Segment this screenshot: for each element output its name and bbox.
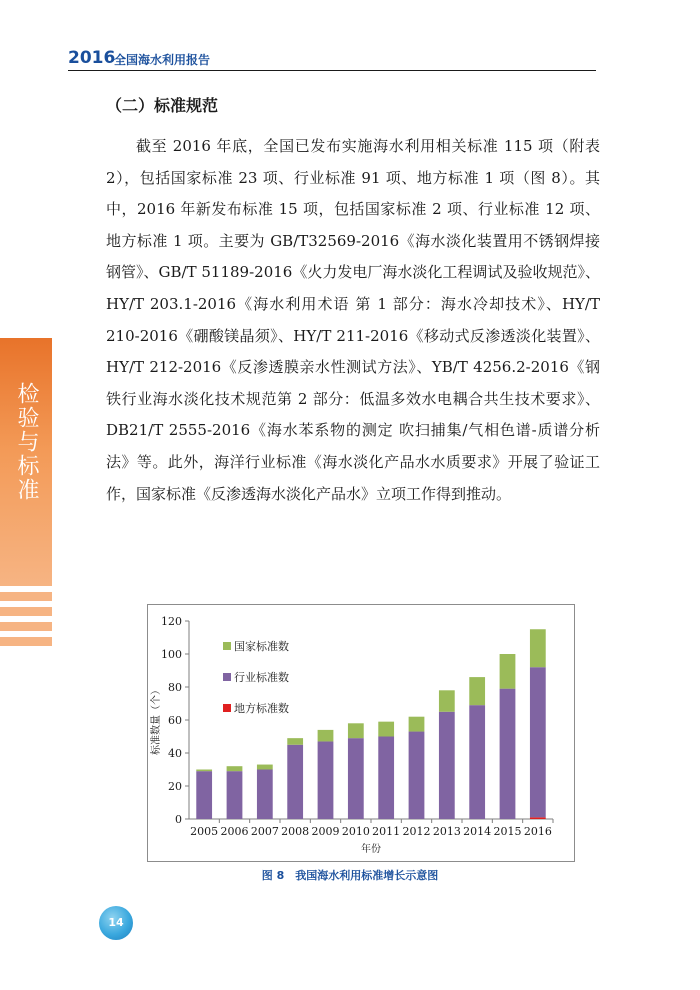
legend-label: 地方标准数: [234, 702, 289, 715]
body-paragraph: 截至 2016 年底，全国已发布实施海水利用相关标准 115 项（附表 2），包括国家标准 23 项、行业标准 91 项、地方标准 1 项（图 8）。其中，2016 年新发布标准 15 项，包括国家标准 2 项、行业标准 12 项、地方标准 1 项。主要为 GB/T32569-2016《海水淡化装置用不锈钢焊接钢管》、GB/T 51189-2016《火力发电厂海水淡化工程调试及验收规范》、HY/T 203.1-2016《海水利用术语 第 1 部分：海水冷却技术》、HY/T 210-2016《硼酸镁晶须》、HY/T 211-2016《移动式反渗透淡化装置》、HY/T 212-2016《反渗透膜亲水性测试方法》、YB/T 4256.2-2016《钢铁行业海水淡化技术规范第 2 部分：低温多效水电耦合共生技术要求》、DB21/T 2555-2016《海水苯系物的测定 吹扫捕集/气相色谱-质谱分析法》等。此外，海洋行业标准《海水淡化产品水水质要求》开展了验证工作，国家标准《反渗透海水淡化产品水》立项工作得到推动。: [106, 137, 600, 503]
bar-2005-国家标准数: [196, 770, 212, 772]
x-tick-label: 2012: [402, 825, 431, 838]
legend-swatch: [223, 704, 231, 712]
legend-swatch: [223, 642, 231, 650]
bar-2013-行业标准数: [439, 712, 455, 819]
x-tick-label: 2010: [341, 825, 370, 838]
bar-2016-行业标准数: [530, 667, 546, 817]
standards-growth-chart: [148, 605, 574, 861]
x-tick-label: 2006: [220, 825, 249, 838]
page-number: 14: [99, 906, 133, 940]
bar-2005-行业标准数: [196, 771, 212, 819]
bar-2009-行业标准数: [318, 741, 334, 819]
legend-label: 行业标准数: [234, 671, 289, 684]
x-tick-label: 2005: [190, 825, 219, 838]
header-report-title: 全国海水利用报告: [114, 53, 211, 67]
bar-2007-国家标准数: [257, 765, 273, 770]
x-tick-label: 2013: [432, 825, 461, 838]
x-tick-label: 2009: [311, 825, 340, 838]
y-tick-label: 100: [161, 648, 182, 661]
section-title: （二）标准规范: [106, 96, 219, 115]
body-text: [106, 131, 600, 510]
x-tick-label: 2008: [281, 825, 310, 838]
chart-frame: [147, 604, 575, 862]
y-axis-label: 标准数量（个）: [151, 685, 162, 755]
legend-swatch: [223, 673, 231, 681]
side-stripe-1: [0, 592, 52, 601]
bar-2016-地方标准数: [530, 817, 546, 819]
side-stripe-4: [0, 637, 52, 646]
y-tick-label: 20: [168, 780, 182, 793]
chapter-side-tab-label: 检验与标准: [14, 382, 39, 502]
bar-2008-国家标准数: [287, 738, 303, 745]
bar-2011-行业标准数: [378, 737, 394, 820]
x-axis-label: 年份: [361, 844, 381, 855]
bar-2016-国家标准数: [530, 629, 546, 667]
bar-2011-国家标准数: [378, 722, 394, 737]
x-tick-label: 2007: [250, 825, 279, 838]
bar-2007-行业标准数: [257, 770, 273, 820]
bar-2010-行业标准数: [348, 738, 364, 819]
side-stripe-2: [0, 607, 52, 616]
y-tick-label: 40: [168, 747, 182, 760]
x-tick-label: 2015: [493, 825, 522, 838]
bar-2014-行业标准数: [469, 705, 485, 819]
y-tick-label: 80: [168, 681, 182, 694]
bar-2006-国家标准数: [227, 766, 243, 771]
side-stripe-3: [0, 622, 52, 631]
bar-2008-行业标准数: [287, 745, 303, 819]
figure-caption: 图 8 我国海水利用标准增长示意图: [261, 869, 439, 882]
bar-2010-国家标准数: [348, 723, 364, 738]
bar-2015-国家标准数: [500, 654, 516, 689]
y-tick-label: 120: [161, 615, 182, 628]
bar-2015-行业标准数: [500, 689, 516, 819]
chapter-side-tab: [0, 338, 52, 586]
bar-2006-行业标准数: [227, 771, 243, 819]
y-tick-label: 60: [168, 714, 182, 727]
x-tick-label: 2016: [523, 825, 552, 838]
bar-2009-国家标准数: [318, 730, 334, 742]
x-tick-label: 2011: [372, 825, 401, 838]
bar-2014-国家标准数: [469, 677, 485, 705]
bar-2012-行业标准数: [409, 732, 425, 819]
bar-2012-国家标准数: [409, 717, 425, 732]
bar-2013-国家标准数: [439, 690, 455, 711]
header-year: 2016: [68, 48, 116, 68]
legend-label: 国家标准数: [234, 640, 289, 653]
page-header: [68, 48, 596, 71]
x-tick-label: 2014: [463, 825, 492, 838]
y-tick-label: 0: [175, 813, 182, 826]
